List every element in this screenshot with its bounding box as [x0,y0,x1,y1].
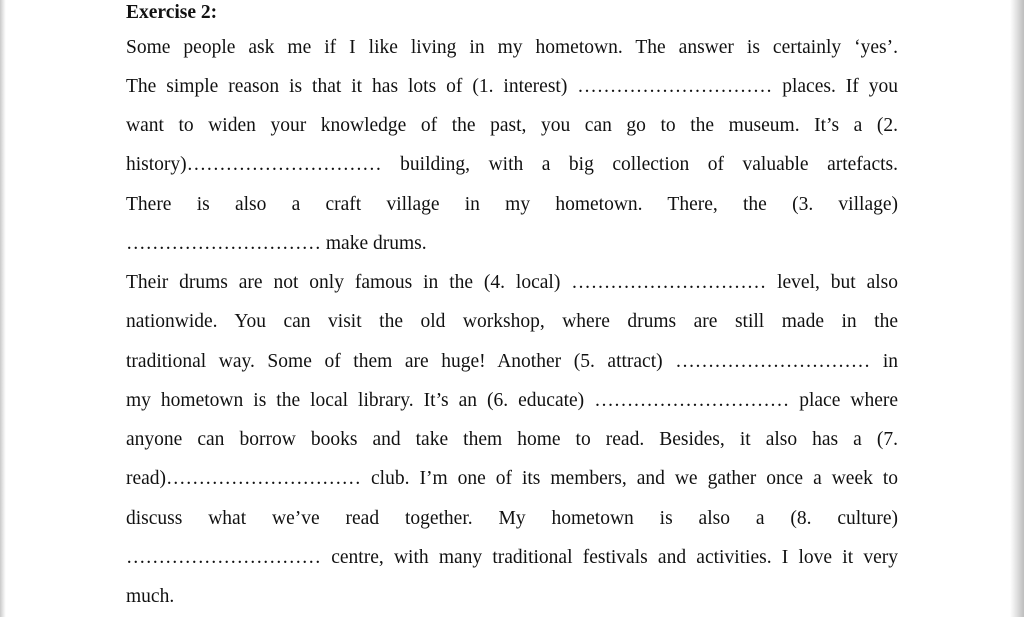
paragraph-line: nationwide. You can visit the old workshop, where drums are still made in the [126,311,898,332]
paragraph-line: The simple reason is that it has lots of (1. interest) ………………………… places. If you [126,76,898,97]
paragraph-line: traditional way. Some of them are huge! Another (5. attract) ………………………… in [126,351,898,372]
paragraph-line: want to widen your knowledge of the past, you can go to the museum. It’s a (2. [126,115,898,136]
left-shadow-edge [0,0,6,617]
paragraph-line: ………………………… centre, with many traditional festivals and activities. I love it very [126,547,898,568]
paragraph-line: read)………………………… club. I’m one of its members, and we gather once a week to [126,468,898,489]
paragraph-line: my hometown is the local library. It’s an (6. educate) ………………………… place where [126,390,898,411]
paragraph-line: much. [126,586,175,607]
paragraph-line: anyone can borrow books and take them home to read. Besides, it also has a (7. [126,429,898,450]
paragraph-line: history)………………………… building, with a big collection of valuable artefacts. [126,154,898,175]
paragraph-line: There is also a craft village in my hometown. There, the (3. village) [126,194,898,215]
paragraph-line: Some people ask me if I like living in my hometown. The answer is certainly ‘yes’. [126,37,898,58]
paragraph-line: ………………………… make drums. [126,233,427,254]
right-shadow-edge [1010,0,1024,617]
paragraph-line: discuss what we’ve read together. My hometown is also a (8. culture) [126,508,898,529]
paragraph-line: Their drums are not only famous in the (4. local) ………………………… level, but also [126,272,898,293]
exercise-title: Exercise 2: [126,2,218,23]
